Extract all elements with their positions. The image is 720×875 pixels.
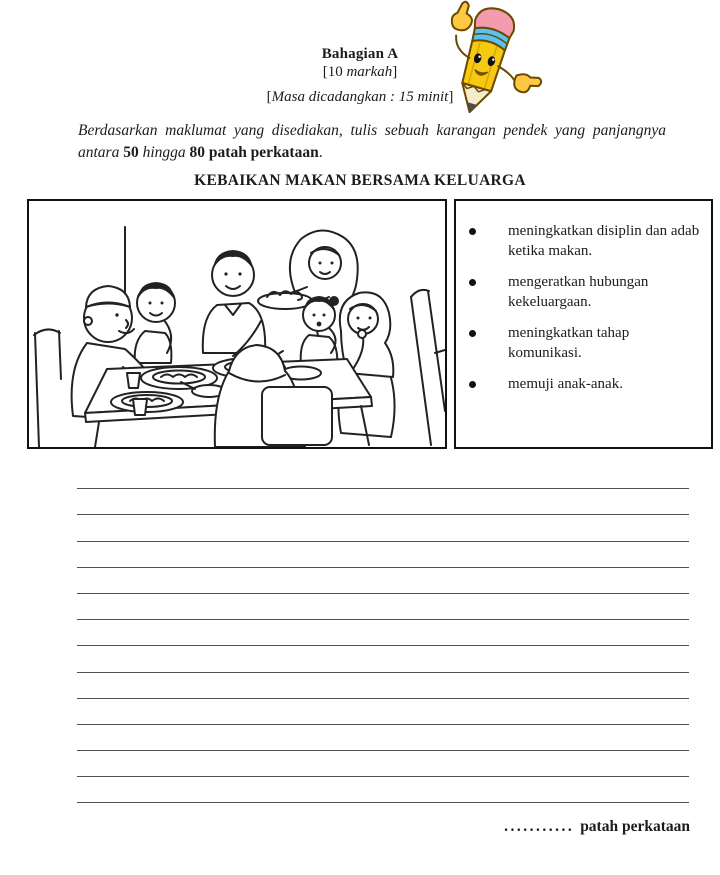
- benefit-item: meningkatkan disiplin dan adab ketika makan.: [456, 221, 703, 261]
- section-title: Bahagian A: [321, 46, 399, 62]
- marks-label: [0, 63, 720, 81]
- answer-line: [77, 699, 689, 725]
- answer-line: [77, 489, 689, 515]
- instruction-seg1: Berdasarkan maklumat yang disediakan, tulis sebuah karangan pendek yang panjangnya antara: [78, 122, 666, 161]
- instruction-word-count-max: 80 patah perkataan: [189, 144, 319, 161]
- word-count-footer: [504, 818, 690, 836]
- answer-line: [77, 463, 689, 489]
- benefits-list: [456, 201, 711, 394]
- benefits-box: [454, 199, 713, 449]
- benefit-item: memuji anak-anak.: [456, 374, 703, 394]
- word-count-blank: ...........: [504, 818, 575, 835]
- answer-line: [77, 673, 689, 699]
- pencil-mascot-icon: [424, 0, 544, 120]
- answer-line: [77, 542, 689, 568]
- header: [0, 45, 720, 106]
- time-label: [0, 88, 720, 106]
- marks-word: markah: [346, 64, 393, 80]
- instruction-text: [78, 120, 666, 164]
- answer-line: [77, 777, 689, 803]
- word-count-label: patah perkataan: [580, 818, 690, 835]
- answer-line: [77, 620, 689, 646]
- answer-line: [77, 594, 689, 620]
- answer-line: [77, 646, 689, 672]
- benefit-item: mengeratkan hubungan kekeluargaan.: [456, 272, 703, 312]
- marks-close: ]: [392, 64, 398, 80]
- instruction-seg3: hingga: [138, 144, 190, 161]
- family-dining-illustration: [29, 201, 445, 447]
- instruction-word-count-min: 50: [123, 144, 139, 161]
- answer-line: [77, 568, 689, 594]
- answer-line: [77, 751, 689, 777]
- time-close: ]: [448, 89, 454, 105]
- marks-open: [10: [322, 64, 347, 80]
- answer-line: [77, 725, 689, 751]
- time-open: [: [266, 89, 272, 105]
- time-text: Masa dicadangkan : 15 minit: [271, 89, 449, 105]
- answer-lines: [77, 463, 689, 803]
- benefit-item: meningkatkan tahap komunikasi.: [456, 323, 703, 363]
- instruction-period: .: [318, 144, 323, 161]
- topic-title: KEBAIKAN MAKAN BERSAMA KELUARGA: [194, 172, 526, 189]
- answer-line: [77, 515, 689, 541]
- illustration-box: [27, 199, 447, 449]
